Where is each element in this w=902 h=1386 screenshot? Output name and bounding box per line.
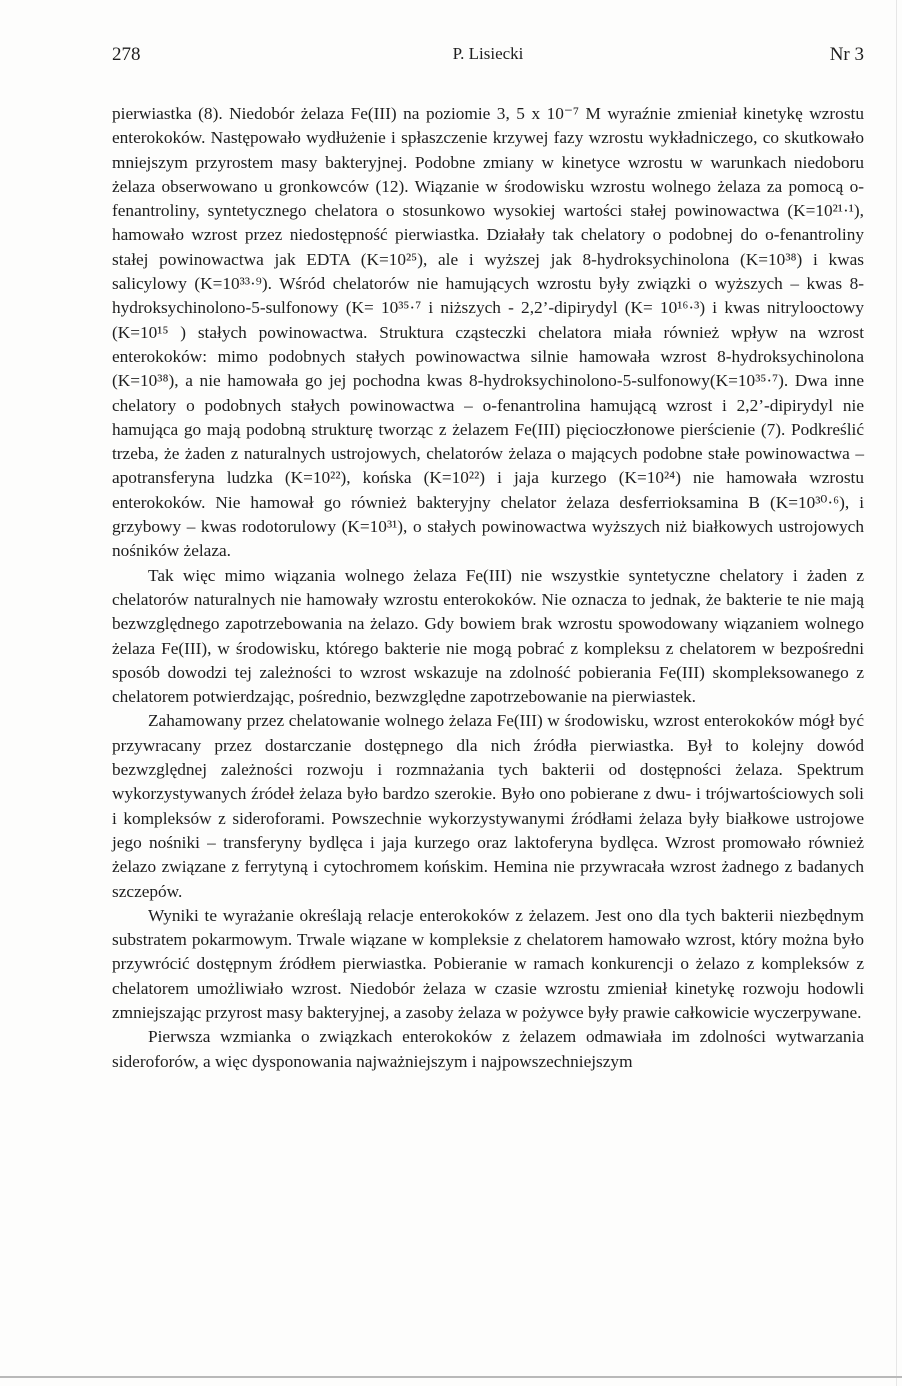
running-head-author: P. Lisiecki <box>452 44 524 63</box>
journal-issue: Nr 3 <box>829 44 864 65</box>
scan-edge-right <box>896 0 897 1386</box>
paragraph-1: pierwiastka (8). Niedobór żelaza Fe(III) na poziomie 3, 5 x 10⁻⁷ M wyraźnie zmieniał kinetykę wzrostu enterokoków. Następowało wydłużenie i spłaszczenie krzywej fazy wzrostu wykładniczego, co skutkowało mniejszym przyrostem masy bakteryjnej. Podobne zmiany w kinetyce wzrostu w warunkach niedoboru żelaza obserwowano u gronkowców (12). Wiązanie w środowisku wzrostu wolnego żelaza za pomocą o-fenantroliny, syntetycznego chelatora o stosunkowo wysokiej wartości stałej powinowactwa (K=10²¹·¹), hamowało wzrost przez niedostępność pierwiastka. Działały tak chelatory o podobnej do o-fenantroliny stałej powinowactwa jak EDTA (K=10²⁵), ale i wyższej jak 8-hydroksychinolona (K=10³⁸) i kwas salicylowy (K=10³³·⁹). Wśród chelatorów nie hamujących wzrostu były związki o wyższych – kwas 8-hydroksychinolono-5-sulfonowy (K= 10³⁵·⁷ i niższych - 2,2’-dipirydyl (K= 10¹⁶·³) i kwas nitrylooctowy (K=10¹⁵ ) stałych powinowactwa. Struktura cząsteczki chelatora miała również wpływ na wzrost enterokoków: mimo podobnych stałych powinowactwa silnie hamowała wzrost 8-hydroksychinolona (K=10³⁸), a nie hamowała go jej pochodna kwas 8-hydroksychinolono-5-sulfonowy(K=10³⁵·⁷). Dwa inne chelatory o podobnych stałych powinowactwa – o-fenantrolina hamującą wzrost i 2,2’-dipirydyl nie hamująca go mają podobną strukturę tworząc z żelazem Fe(III) pięcioczłonowe pierścienie (7). Podkreślić trzeba, że żaden z naturalnych ustrojowych, chelatorów żelaza o mających podobne stałe powinowactwa – apotransferyna ludzka (K=10²²), końska (K=10²²) i jaja kurzego (K=10²⁴) nie hamowała wzrostu enterokoków. Nie hamował go również bakteryjny chelator żelaza desferrioksamina B (K=10³⁰·⁶), i grzybowy – kwas rodotorulowy (K=10³¹), o stałych powinowactwa wyższych niż białkowych ustrojowych nośników żelaza. <box>112 104 864 561</box>
paragraph-5: Pierwsza wzmianka o związkach enterokoków z żelazem odmawiała im zdolności wytwarzania sideroforów, a więc dysponowania najważniejszym i najpowszechniejszym <box>112 1027 864 1071</box>
body-text <box>112 102 864 1074</box>
paragraph-2: Tak więc mimo wiązania wolnego żelaza Fe(III) nie wszystkie syntetyczne chelatory i żaden z chelatorów naturalnych nie hamowały wzrostu enterokoków. Nie oznacza to jednak, że bakterie te nie mają bezwzględnego zapotrzebowania na żelazo. Gdy bowiem brak wzrostu spowodowany wiązaniem wolnego żelaza Fe(III), w środowisku, którego bakterie nie mogą pobrać z kompleksu z chelatorem w bezpośredni sposób dowodzi tej zależności to wzrost wskazuje na zdolność pobierania Fe(III) skompleksowanego z chelatorem potwierdzając, pośrednio, bezwzględne zapotrzebowanie na pierwiastek. <box>112 565 864 707</box>
running-header <box>112 44 864 72</box>
paragraph-4: Wyniki te wyrażanie określają relacje enterokoków z żelazem. Jest ono dla tych bakterii niezbędnym substratem pokarmowym. Trwale wiązane w kompleksie z chelatorem hamowało wzrost, który można było przywrócić dostępnym źródłem pierwiastka. Pobieranie w ramach konkurencji o żelazo z kompleksów z chelatorem umożliwiało wzrost. Niedobór żelaza w czasie wzrostu zmieniał kinetykę rozwoju hodowli zmniejszając przyrost masy bakteryjnej, a zasoby żelaza w pożywce były prawie całkowicie wyczerpywane. <box>112 905 864 1022</box>
page-number: 278 <box>112 44 141 65</box>
scan-edge-bottom <box>0 1376 902 1378</box>
paragraph-3: Zahamowany przez chelatowanie wolnego żelaza Fe(III) w środowisku, wzrost enterokoków mógł być przywracany przez dostarczanie dostępnego dla nich źródła pierwiastka. Był to kolejny dowód bezwzględnej zależności rozwoju i rozmnażania tych bakterii od dostępności żelaza. Spektrum wykorzystywanych źródeł żelaza było bardzo szerokie. Było ono pobierane z dwu- i trójwartościowych soli i kompleksów z sideroforami. Powszechnie wykorzystywanymi źródłami żelaza były białkowe ustrojowe jego nośniki – transferyny bydlęca i jaja kurzego oraz laktoferyna bydlęca. Wzrost promowało również żelazo związane z ferrytyną i cytochromem końskim. Hemina nie przywracała wzrost żadnego z badanych szczepów. <box>112 711 864 901</box>
